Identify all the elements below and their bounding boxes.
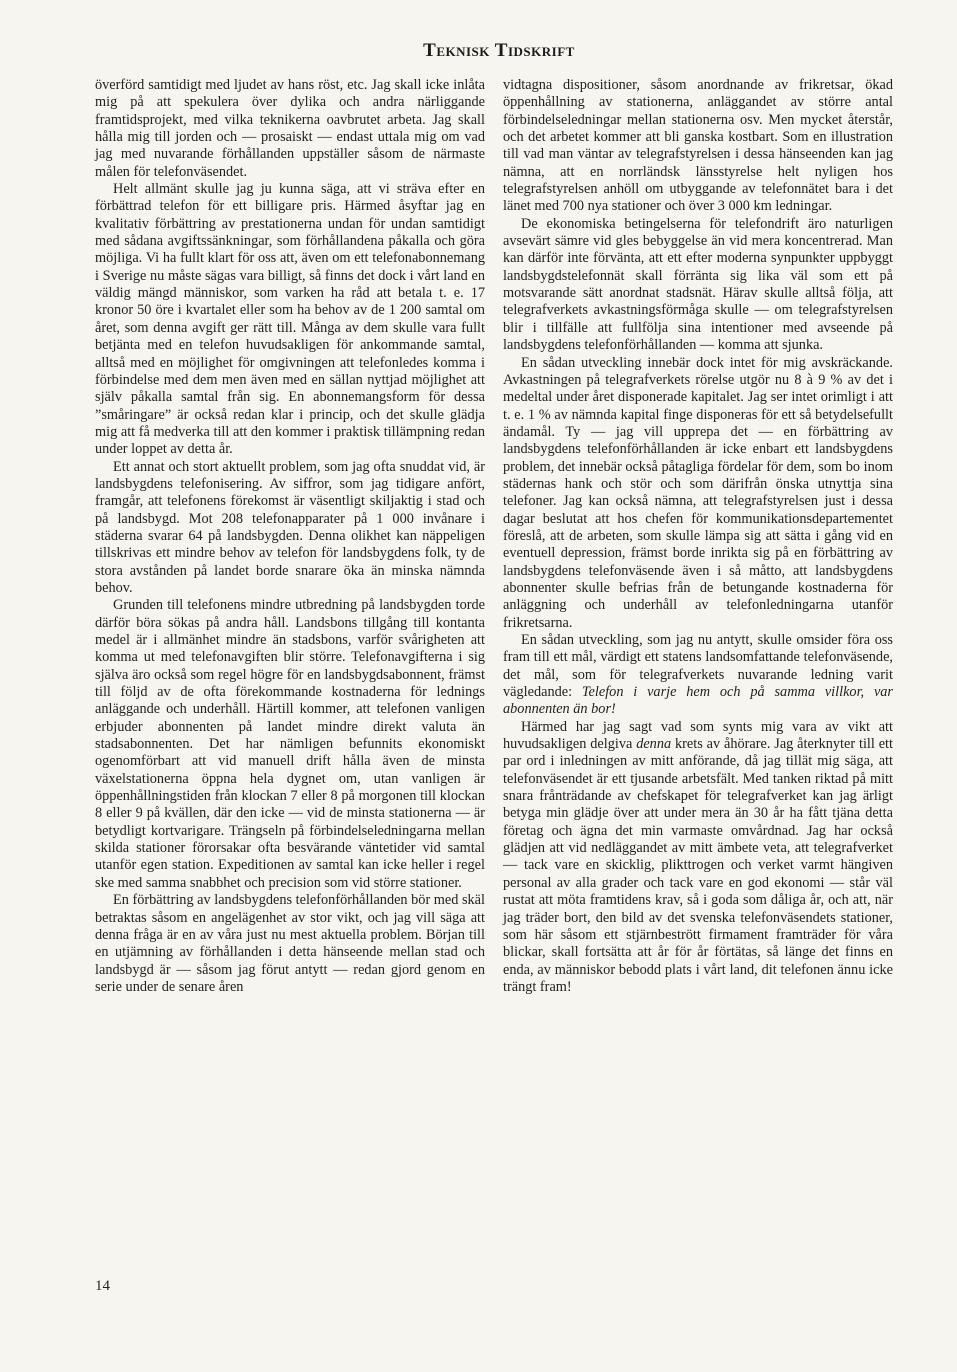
- paragraph: Ett annat och stort aktuellt problem, som jag ofta snuddat vid, är landsbygdens telefonisering. Av siffror, som jag tidigare anfört, framgår, att telefonens förekomst är väsentligt skiljaktig i stad och på landsbygd. Mot 208 telefonapparater på 1 000 invånare i städerna svarar 64 på landsbygden. Denna olikhet kan näppeligen tillskrivas ett mindre behov av telefon för landsbygdens folk, ty de stora avstånden på landet borde snarare öka än minska nämnda behov.: [95, 458, 485, 596]
- paragraph: överförd samtidigt med ljudet av hans röst, etc. Jag skall icke inlåta mig på att spekulera över dylika och andra närliggande framtidsprojekt, med vilka teknikerna oavbrutet arbeta. Jag skall hålla mig till jorden och — prosaiskt — endast uttala mig om vad jag med nuvarande förhållanden uppställer såsom de närmaste målen för telefonväsendet.: [95, 77, 485, 180]
- paragraph: En förbättring av landsbygdens telefonförhållanden bör med skäl betraktas såsom en angelägenhet av stor vikt, och jag vill säga att denna fråga är en av våra just nu mest aktuella problem. Början till en utjämning av förhållanden i detta hänseende mellan stad och landsbygd är — såsom jag förut antytt — redan gjord genom en serie under de senare åren: [95, 892, 486, 995]
- paragraph: [503, 632, 893, 719]
- paragraph: En sådan utveckling innebär dock intet för mig avskräckande. Avkastningen på telegrafverkets rörelse utgör nu 8 à 9 % av det i medeltal under året disponerade kapitalet. Jag ser intet orimligt i att t. e. 1 % av nämnda kapital finge disponeras för ett så betydelsefullt ändamål. Ty — jag vill upprepa det — en förbättring av landsbygdens telefonförhållanden är icke enbart ett landsbygdens problem, det innebär också påtagliga fördelar för dem, som bo inom städernas hank och stör och som därifrån önska utnyttja sina telefoner. Jag kan också nämna, att telegrafstyrelsen just i dessa dagar beslutat att hos chefen för kommunikationsdepartementet föreslå, att de arbeten, som skulle lämpa sig att sätta i gång vid en eventuell depression, främst borde inrikta sig på en förbättring av landsbygdens telefonväsende även i så måtto, att landsbygdens abonnenter skulle befrias från de betungande kostnaderna för anläggning och underhåll av telefonledningarna utanför frikretsarna.: [503, 354, 893, 631]
- motto: Telefon i varje hem och på samma villkor, var abonnenten än bor!: [503, 684, 893, 718]
- paragraph-text: Härmed har jag sagt vad som synts mig vara av vikt att huvudsakligen delgiva: [503, 718, 893, 753]
- page-number: 14: [95, 1278, 110, 1294]
- paragraph-text: krets av åhörare. Jag återknyter till ett par ord i inledningen av mitt anförande, då jag tillät mig säga, att telefonväsendet är ett tjusande arbetsfält. Med tanken riktad på mitt snara frånträdande av chefskapet för telegrafverket kan jag ärligt betyga min glädje över att under mera än 30 år ha fått tjäna detta företag och ägna det min varmaste omvårdnad. Jag har också glädjen att vid nedläggandet av mitt ämbete veta, att telegrafverket — tack vare en skicklig, plikttrogen och verket varmt hängiven personal av alla grader och tack vare en god ekonomi — står väl rustat att möta framtidens krav, så i goda som dåliga år, och att, när jag träder bort, den bild av det svenska telefonväsendets stationer, som här såsom ett stjärnbestrött firmament framträder för våra blickar, skall fortsätta att år för år förtätas, så länge det finns en enda, av människor bebodd plats i vårt land, dit telefonen ännu icke trängt fram!: [503, 736, 894, 995]
- paragraph-text: En sådan utveckling, som jag nu antytt, skulle omsider föra oss fram till ett mål, värdigt ett statens landsomfattande telefonväsende, det mål, som för telegrafverkets nuvarande ledning varit vägledande:: [503, 632, 893, 701]
- right-column: [503, 77, 893, 996]
- paragraph: vidtagna dispositioner, såsom anordnande av frikretsar, ökad öppenhållning av stationerna, anläggandet av större antal förbindelseledningar mellan stationerna osv. Men mycket återstår, och det arbetet kommer att bli ganska kostbart. Som en illustration till vad man väntar av telegrafstyrelsen i dessa hänseenden kan jag nämna, att en norrländsk länsstyrelse helt nyligen hos telegrafstyrelsen anhöll om utbyggande av telefonnätet bara i det länet med 700 nya stationer och över 3 000 km ledningar.: [503, 77, 893, 215]
- paragraph: Helt allmänt skulle jag ju kunna säga, att vi sträva efter en förbättrad telefon för ett billigare pris. Härmed åsyftar jag en kvalitativ förbättring av prestationerna undan för undan samtidigt med sådana avgiftssänkningar, som förhållandena påkalla och göra möjliga. Vi ha fullt klart för oss att, även om ett telefonabonnemang i Sverige nu måste sägas vara billigt, så finns det dock i vårt land en väldig mängd människor, som varken ha råd att betala t. e. 17 kronor 50 öre i kvartalet eller som ha behov av de 1 200 samtal om året, som denna avgift ger rätt till. Många av dem skulle vara fullt betjänta med en telefon huvudsakligen för ankommande samtal, alltså med en möjlighet för omgivningen att telefonledes komma i förbindelse med dem men även med en sällan nyttjad möjlighet att själv påkalla samtal från sig. En abonnemangsform för dessa ”småringare” är också redan klar i princip, och det skulle glädja mig att få medverka till att den kommer i praktisk tillämpning redan under loppet av detta år.: [95, 181, 485, 458]
- emphasis: denna: [636, 736, 672, 753]
- left-column: [95, 77, 485, 996]
- paragraph: Grunden till telefonens mindre utbredning på landsbygden torde därför böra sökas på andra håll. Landsbons tillgång till kontanta medel är i allmänhet mindre än stadsbons, varför svårigheten att komma ut med telefonavgiften blir större. Telefonavgifterna i sig själva äro också som regel högre för en landsbygdsabonnent, främst till följd av de ofta förekommande kostnaderna för lednings anläggande och underhåll. Härtill kommer, att telefonen vanligen erbjuder abonnenten på landet mindre direkt valuta än stadsabonnenten. Det har nämligen befunnits ekonomiskt ogenomförbart att vid manuell drift hålla även de minsta växelstationerna öppna hela dygnet om, utan vanligen är öppenhållningstiden från klockan 7 eller 8 på morgonen till klockan 8 eller 9 på kvällen, där den icke — vid de minsta stationerna — är betydligt kortvarigare. Trängseln på förbindelseledningarna mellan skilda stationer förorsakar ofta besvärande väntetider vid samtal utanför egen station. Expeditionen av samtal kan icke heller i regel ske med samma snabbhet och precision som vid större stationer.: [95, 597, 485, 891]
- paragraph: De ekonomiska betingelserna för telefondrift äro naturligen avsevärt sämre vid gles bebyggelse än vid mera koncentrerad. Man kan därför inte förvänta, att ett efter moderna synpunkter uppbyggt landsbygdstelefonnät skall förränta sig lika väl som ett på motsvarande sätt anordnat stadsnät. Härav skulle alltså följa, att telegrafverkets avkastningsförmåga skulle — om telegrafstyrelsen blir i tillfälle att fullfölja sina intentioner med avseende på landsbygdens telefonförhållanden — komma att sjunka.: [503, 215, 893, 354]
- paragraph: [503, 719, 893, 997]
- journal-masthead: Teknisk Tidskrift: [423, 40, 575, 61]
